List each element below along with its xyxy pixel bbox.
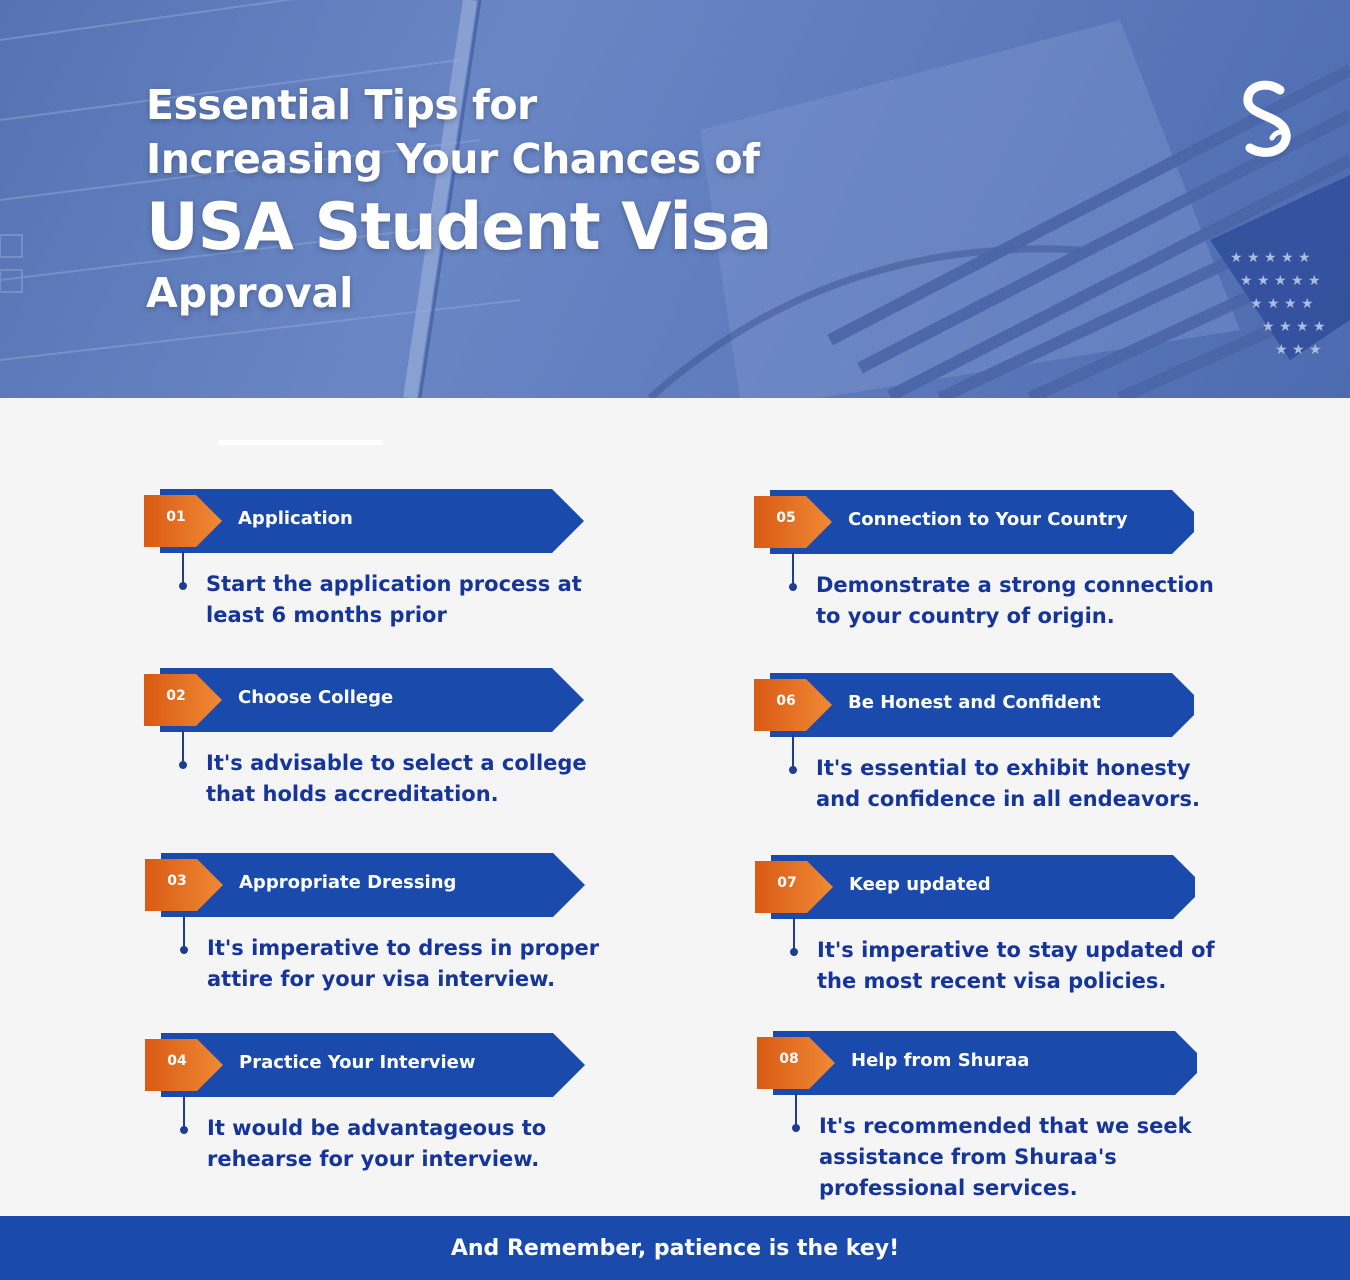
shuraa-s-logo-icon <box>1236 80 1298 160</box>
connector-dot <box>790 948 798 956</box>
connector-dot <box>180 946 188 954</box>
footer-message: And Remember, patience is the key! <box>450 1235 900 1261</box>
tip-card-06 <box>754 673 1214 833</box>
title-line-4: Approval <box>146 269 354 317</box>
svg-text:★ ★ ★: ★ ★ ★ <box>1275 342 1322 358</box>
tip-number: 07 <box>777 875 797 891</box>
tip-description: It's imperative to dress in proper attire for your visa interview. <box>207 936 600 991</box>
svg-text:★ ★ ★ ★: ★ ★ ★ ★ <box>1250 296 1314 312</box>
tip-card-04 <box>145 1033 605 1193</box>
title-line-3: USA Student Visa <box>146 190 772 265</box>
tip-title: Appropriate Dressing <box>239 872 457 893</box>
tip-description: It's recommended that we seek assistance from Shuraa's professional services. <box>819 1114 1192 1200</box>
tip-description: Start the application process at least 6 months prior <box>206 572 582 627</box>
tip-number: 01 <box>166 509 186 525</box>
tip-number: 08 <box>779 1051 799 1067</box>
svg-text:★ ★ ★ ★ ★: ★ ★ ★ ★ ★ <box>1240 273 1321 289</box>
tip-title: Be Honest and Confident <box>848 692 1101 713</box>
tip-number: 06 <box>776 693 796 709</box>
connector-line <box>183 1095 185 1129</box>
connector-line <box>183 915 185 949</box>
tip-card-05 <box>754 490 1214 650</box>
tip-number: 04 <box>167 1053 187 1069</box>
footer-banner <box>0 1216 1350 1280</box>
tip-card-08 <box>757 1031 1217 1200</box>
connector-dot <box>789 766 797 774</box>
connector-line <box>182 730 184 764</box>
tip-number: 05 <box>776 510 796 526</box>
tip-title: Choose College <box>238 687 394 708</box>
connector-dot <box>179 582 187 590</box>
tip-number: 02 <box>166 688 186 704</box>
svg-text:★ ★ ★ ★ ★: ★ ★ ★ ★ ★ <box>1230 250 1311 266</box>
svg-text:★ ★ ★ ★: ★ ★ ★ ★ <box>1262 319 1326 335</box>
tip-description: It's advisable to select a college that holds accreditation. <box>206 751 587 806</box>
tip-number: 03 <box>167 873 187 889</box>
tip-description: It's imperative to stay updated of the most recent visa policies. <box>817 938 1215 993</box>
connector-line <box>795 1093 797 1127</box>
connector-dot <box>792 1124 800 1132</box>
tip-description: Demonstrate a strong connection to your country of origin. <box>816 573 1214 628</box>
tip-banner <box>160 489 584 553</box>
title-line-1: Essential Tips for <box>146 81 537 129</box>
tip-title: Application <box>238 508 353 529</box>
tip-card-07 <box>755 855 1215 1015</box>
tip-title: Keep updated <box>849 874 991 895</box>
decorative-divider <box>218 440 383 445</box>
connector-line <box>182 551 184 585</box>
tip-description: It's essential to exhibit honesty and confidence in all endeavors. <box>816 756 1201 811</box>
tip-title: Connection to Your Country <box>848 509 1128 530</box>
connector-dot <box>180 1126 188 1134</box>
tip-description: It would be advantageous to rehearse for your interview. <box>207 1116 547 1171</box>
tip-title: Help from Shuraa <box>851 1050 1030 1071</box>
connector-dot <box>789 583 797 591</box>
connector-line <box>793 917 795 951</box>
tip-card-01 <box>144 489 604 649</box>
connector-line <box>792 735 794 769</box>
tip-card-03 <box>145 853 605 1013</box>
connector-line <box>792 552 794 586</box>
connector-dot <box>179 761 187 769</box>
page-title <box>146 78 771 318</box>
tip-title: Practice Your Interview <box>239 1052 476 1073</box>
tip-card-02 <box>144 668 604 828</box>
title-line-2: Increasing Your Chances of <box>146 135 760 183</box>
header-banner <box>0 0 1350 398</box>
